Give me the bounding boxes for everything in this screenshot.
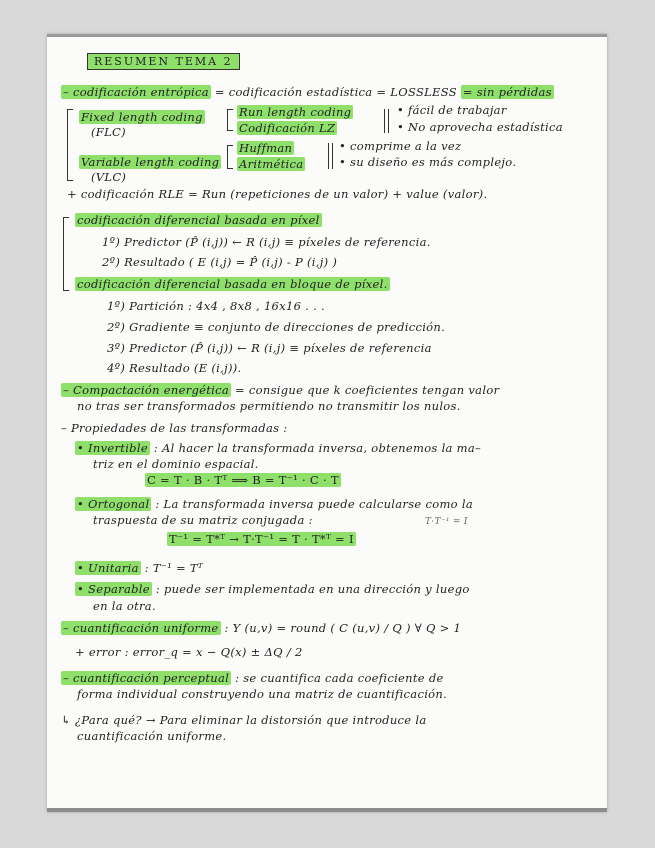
term-variable-length: Variable length coding (81, 155, 220, 169)
invertible-formula: C = T · B · Tᵀ ⟹ B = T⁻¹ · C · T (147, 473, 339, 487)
term-lossless: = sin pérdidas (462, 85, 552, 99)
variable-sub-bracket (227, 145, 228, 169)
term-fixed-length: Fixed length coding (81, 110, 203, 124)
heading-diff-pixel: codificación diferencial basada en píxel (77, 213, 320, 227)
term-compaction: – Compactación energética (63, 383, 230, 397)
variable-con: • su diseño es más complejo. (339, 155, 517, 169)
line-orthogonal: • Ortogonal : La transformada inversa puede calcularse como la (77, 497, 473, 511)
term-huffman: Huffman (239, 141, 293, 155)
line-perceptual-quant: – cuantificación perceptual : se cuantifica cada coeficiente de (63, 671, 444, 685)
term-entropic: – codificación entrópica (63, 85, 209, 99)
fixed-sub-bracket (227, 109, 228, 131)
diff-block-step2: 2º) Gradiente ≡ conjunto de direcciones de predicción. (107, 320, 446, 334)
differential-bracket (63, 217, 64, 291)
diff-block-step3: 3º) Predictor (P̂ (i,j)) ← R (i,j) ≡ píxeles de referencia (107, 341, 432, 355)
line-separable: • Separable : puede ser implementada en una dirección y luego (77, 582, 470, 596)
line-variable (79, 155, 221, 169)
label-vlc: (VLC) (91, 170, 127, 184)
orthogonal-cont: traspuesta de su matriz conjugada : (93, 513, 313, 527)
term-lz: Codificación LZ (239, 121, 336, 135)
invertible-cont: triz en el dominio espacial. (93, 457, 259, 471)
term-orthogonal: • Ortogonal (77, 497, 150, 511)
compaction-cont: no tras ser transformados permitiendo no transmitir los nulos. (77, 399, 461, 413)
fixed-pro: • fácil de trabajar (397, 103, 507, 117)
line-compaction: – Compactación energética = consigue que k coeficientes tengan valor (63, 383, 500, 397)
term-arithmetic: Aritmética (239, 157, 304, 171)
notebook-page (47, 34, 607, 812)
orthogonal-note: T·T⁻¹ = I (425, 517, 468, 527)
double-bar-variable (328, 143, 333, 169)
line-rle: + codificación RLE = Run (repeticiones de un valor) + value (valor). (67, 187, 488, 201)
uniform-quant-error: + error : error_q = x − Q(x) ± ΔQ / 2 (75, 645, 303, 659)
diff-block-step1: 1º) Partición : 4x4 , 8x8 , 16x16 . . . (107, 299, 325, 313)
double-bar-fixed (384, 109, 389, 133)
heading-diff-block: codificación diferencial basada en bloque de píxel. (77, 277, 388, 291)
diff-pixel-step2: 2º) Resultado ( E (i,j) = P̂ (i,j) - P (i,j) ) (102, 255, 338, 269)
fixed-con: • No aprovecha estadística (397, 120, 563, 134)
line-invertible: • Invertible : Al hacer la transformada inversa, obtenemos la ma– (77, 441, 482, 455)
term-invertible: • Invertible (77, 441, 148, 455)
orthogonal-formula: T⁻¹ = T*ᵀ → T·T⁻¹ = T · T*ᵀ = I (169, 532, 354, 546)
text-entropic-def: = codificación estadística = LOSSLESS (214, 85, 457, 99)
line-unitary: • Unitaria : T⁻¹ = Tᵀ (77, 561, 204, 575)
term-perceptual-quant: – cuantificación perceptual (63, 671, 230, 685)
line-uniform-quant: – cuantificación uniforme : Y (u,v) = round ( C (u,v) / Q ) ∀ Q > 1 (63, 621, 462, 635)
term-unitary: • Unitaria (77, 561, 139, 575)
fixed-variable-bracket (67, 109, 68, 181)
perceptual-cont: forma individual construyendo una matriz de cuantificación. (77, 687, 448, 701)
line-entropic (61, 85, 554, 99)
variable-pro: • comprime a la vez (339, 139, 462, 153)
diff-block-step4: 4º) Resultado (E (i,j)). (107, 361, 242, 375)
term-run-length: Run length coding (239, 105, 352, 119)
line-properties: – Propiedades de las transformadas : (61, 421, 288, 435)
page-title: RESUMEN TEMA 2 (87, 53, 240, 70)
line-fixed (79, 110, 205, 124)
separable-cont: en la otra. (93, 599, 156, 613)
diff-pixel-step1: 1º) Predictor (P̂ (i,j)) ← R (i,j) ≡ píxeles de referencia. (102, 235, 431, 249)
term-uniform-quant: – cuantificación uniforme (63, 621, 219, 635)
term-separable: • Separable (77, 582, 150, 596)
label-flc: (FLC) (91, 125, 126, 139)
line-why: ↳ ¿Para qué? → Para eliminar la distorsión que introduce la (61, 713, 427, 727)
why-cont: cuantificación uniforme. (77, 729, 227, 743)
